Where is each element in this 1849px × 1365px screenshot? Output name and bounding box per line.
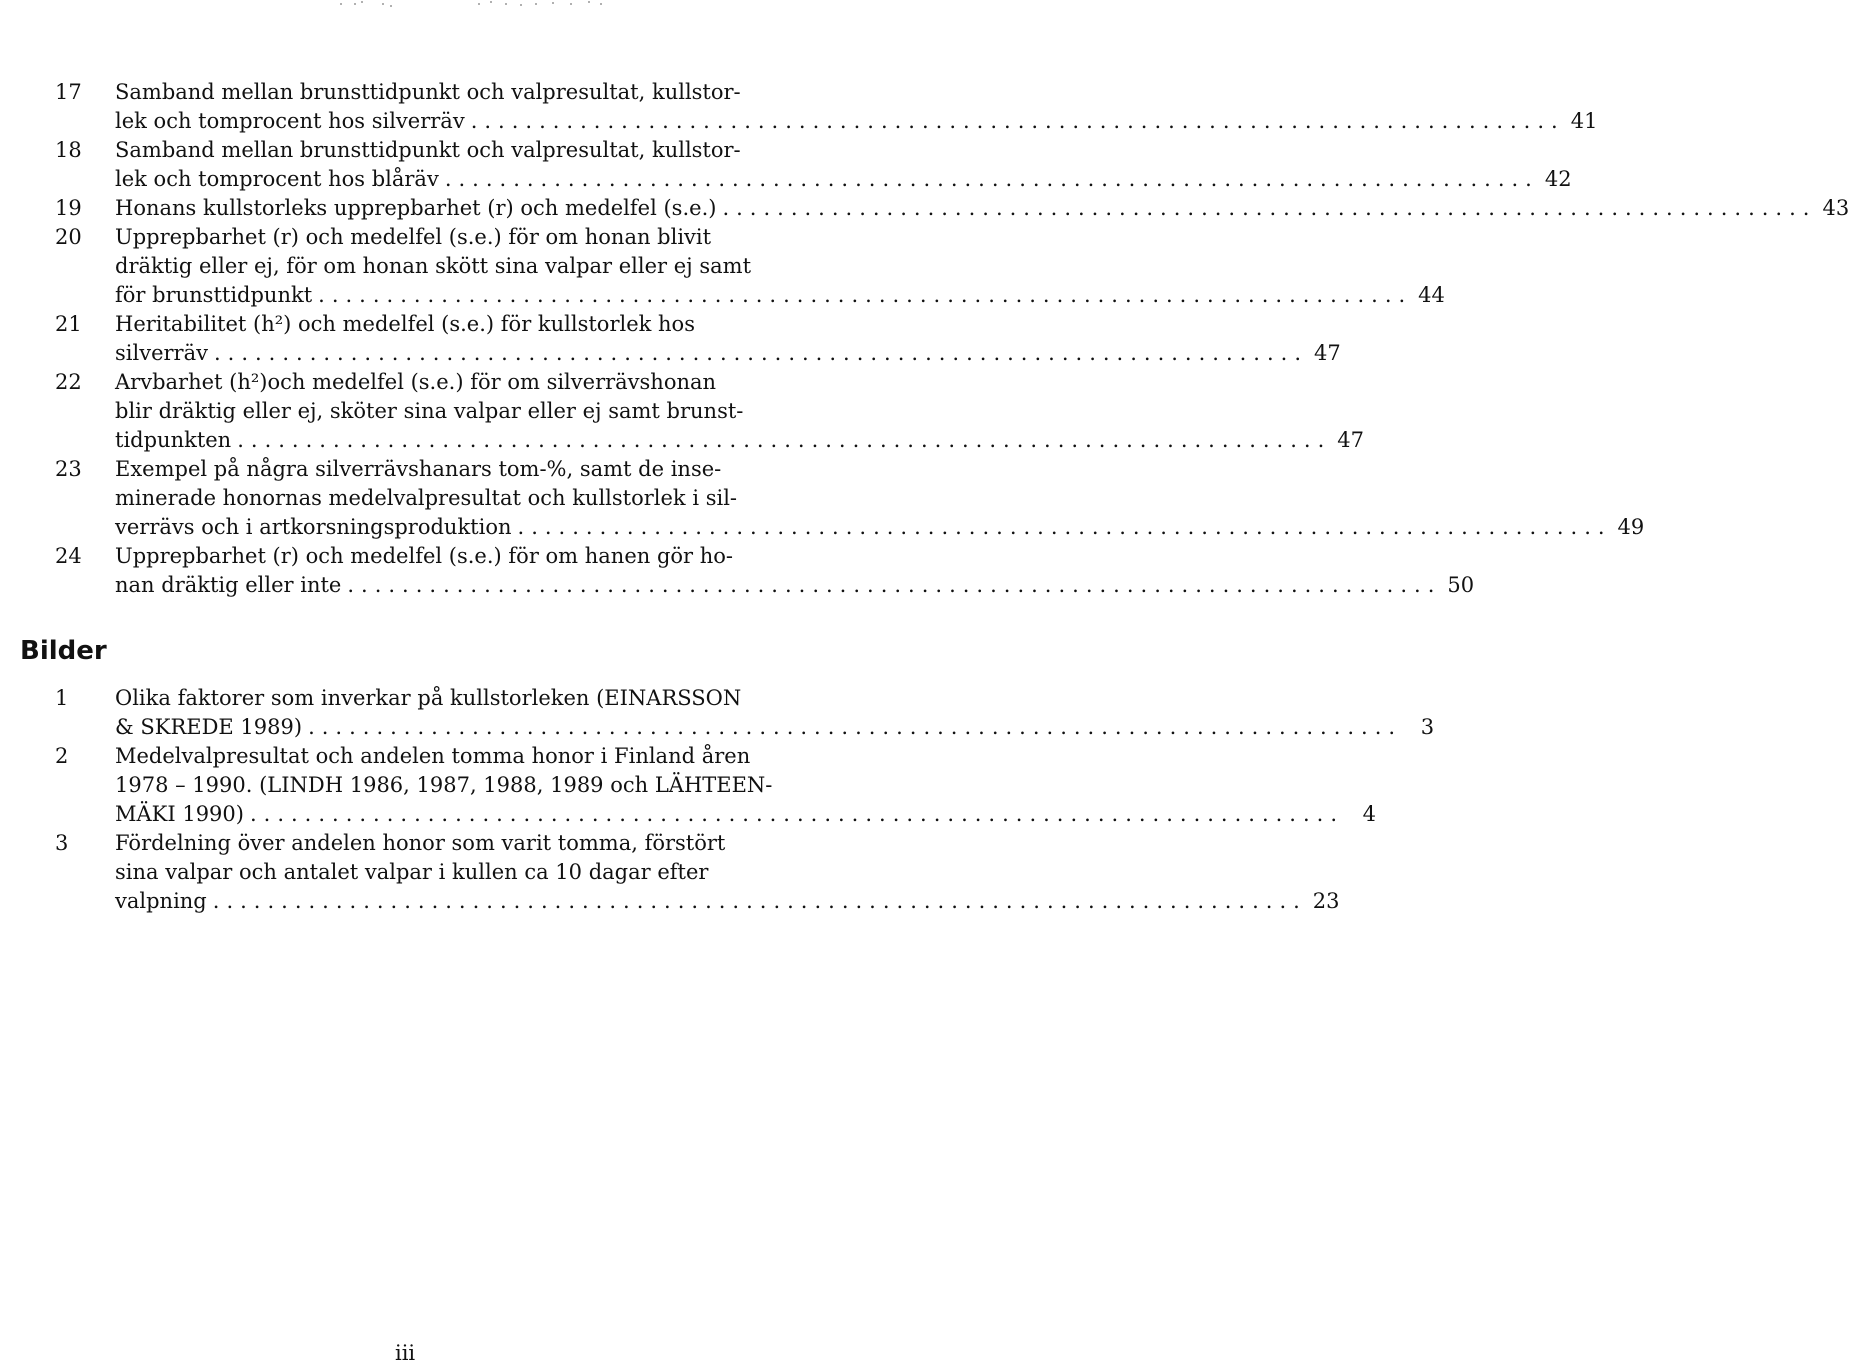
toc-entry xyxy=(55,368,1364,455)
entry-page-number: 42 xyxy=(1544,167,1572,191)
dot-leader: ................................................................................ xyxy=(444,167,1539,191)
list-of-figures xyxy=(55,684,1435,916)
entry-line: Heritabilitet (h²) och medelfel (s.e.) för kullstorlek hos xyxy=(115,312,695,336)
toc-entry xyxy=(55,742,1376,829)
entry-line: Exempel på några silverrävshanars tom-%, samt de inse- xyxy=(115,457,722,481)
dot-leader: ................................................................................ xyxy=(470,109,1565,133)
toc-entry xyxy=(55,455,1645,542)
entry-line xyxy=(115,165,1572,194)
entry-page-number: 50 xyxy=(1447,573,1475,597)
entry-number: 23 xyxy=(55,457,82,481)
entry-line: dräktig eller ej, för om honan skött sina valpar eller ej samt xyxy=(115,254,752,278)
toc-entry xyxy=(55,829,1340,916)
entry-number: 21 xyxy=(55,312,82,336)
entry-page-number: 47 xyxy=(1337,428,1364,452)
entry-number: 17 xyxy=(55,80,82,104)
dot-leader: ................................................................................ xyxy=(249,802,1344,826)
entry-line: Arvbarhet (h²)och medelfel (s.e.) för om silverrävshonan xyxy=(115,370,717,394)
entry-page-number: 47 xyxy=(1314,341,1341,365)
entry-line: sina valpar och antalet valpar i kullen ca 10 dagar efter xyxy=(115,860,709,884)
entry-text: lek och tomprocent hos silverräv xyxy=(115,109,465,133)
entry-text: valpning xyxy=(115,889,207,913)
toc-entry xyxy=(55,542,1475,600)
entry-line xyxy=(115,513,1645,542)
entry-line xyxy=(115,887,1340,916)
entry-text: Honans kullstorleks upprepbarhet (r) och medelfel (s.e.) xyxy=(115,196,717,220)
entry-page-number: 4 xyxy=(1362,802,1376,826)
dot-leader: ................................................................................ xyxy=(722,196,1817,220)
page-number: iii xyxy=(395,1341,416,1365)
entry-page-number: 41 xyxy=(1570,109,1598,133)
scan-noise xyxy=(330,0,620,10)
entry-page-number: 49 xyxy=(1617,515,1645,539)
dot-leader: ................................................................................ xyxy=(347,573,1442,597)
entry-number: 24 xyxy=(55,544,82,568)
entry-line xyxy=(115,107,1598,136)
entry-line xyxy=(115,800,1376,829)
toc-entry xyxy=(55,78,1598,136)
toc-entry xyxy=(55,310,1341,368)
entry-line: minerade honornas medelvalpresultat och kullstorlek i sil- xyxy=(115,486,738,510)
entry-line: Upprepbarhet (r) och medelfel (s.e.) för om hanen gör ho- xyxy=(115,544,734,568)
entry-page-number: 43 xyxy=(1822,196,1849,220)
entry-text: MÄKI 1990) xyxy=(115,802,244,826)
entry-line xyxy=(115,194,1849,223)
entry-text: & SKREDE 1989) xyxy=(115,715,303,739)
entry-line xyxy=(115,713,1435,742)
entry-line xyxy=(115,339,1341,368)
entry-text: lek och tomprocent hos blåräv xyxy=(115,167,439,191)
entry-number: 22 xyxy=(55,370,82,394)
dot-leader: ................................................................................ xyxy=(213,341,1308,365)
figures-heading: Bilder xyxy=(20,636,107,666)
entry-number: 3 xyxy=(55,831,69,855)
toc-entry xyxy=(55,136,1572,194)
list-of-tables xyxy=(55,78,1849,600)
entry-text: för brunsttidpunkt xyxy=(115,283,313,307)
entry-number: 20 xyxy=(55,225,82,249)
entry-line xyxy=(115,571,1475,600)
entry-text: verrävs och i artkorsningsproduktion xyxy=(115,515,512,539)
entry-line: Samband mellan brunsttidpunkt och valpresultat, kullstor- xyxy=(115,138,741,162)
entry-number: 19 xyxy=(55,196,82,220)
entry-line: Fördelning över andelen honor som varit tomma, förstört xyxy=(115,831,726,855)
toc-entry xyxy=(55,194,1849,223)
entry-page-number: 23 xyxy=(1312,889,1340,913)
entry-number: 1 xyxy=(55,686,69,710)
entry-line: 1978 – 1990. (LINDH 1986, 1987, 1988, 1989 och LÄHTEEN- xyxy=(115,773,773,797)
toc-entry xyxy=(55,223,1445,310)
entry-line: Medelvalpresultat och andelen tomma honor i Finland åren xyxy=(115,744,751,768)
entry-page-number: 3 xyxy=(1420,715,1435,739)
entry-page-number: 44 xyxy=(1418,283,1445,307)
entry-line: Samband mellan brunsttidpunkt och valpresultat, kullstor- xyxy=(115,80,741,104)
entry-text: tidpunkten xyxy=(115,428,232,452)
entry-line: Upprepbarhet (r) och medelfel (s.e.) för om honan blivit xyxy=(115,225,712,249)
dot-leader: ................................................................................ xyxy=(237,428,1332,452)
entry-text: silverräv xyxy=(115,341,208,365)
entry-text: nan dräktig eller inte xyxy=(115,573,342,597)
entry-line: Olika faktorer som inverkar på kullstorleken (EINARSSON xyxy=(115,686,742,710)
entry-number: 2 xyxy=(55,744,69,768)
dot-leader: ................................................................................ xyxy=(517,515,1612,539)
dot-leader: ................................................................................ xyxy=(212,889,1307,913)
dot-leader: ................................................................................ xyxy=(318,283,1413,307)
toc-entry xyxy=(55,684,1435,742)
entry-line xyxy=(115,426,1364,455)
entry-line xyxy=(115,281,1445,310)
entry-line: blir dräktig eller ej, sköter sina valpar eller ej samt brunst- xyxy=(115,399,744,423)
dot-leader: ................................................................................ xyxy=(308,715,1403,739)
entry-number: 18 xyxy=(55,138,82,162)
